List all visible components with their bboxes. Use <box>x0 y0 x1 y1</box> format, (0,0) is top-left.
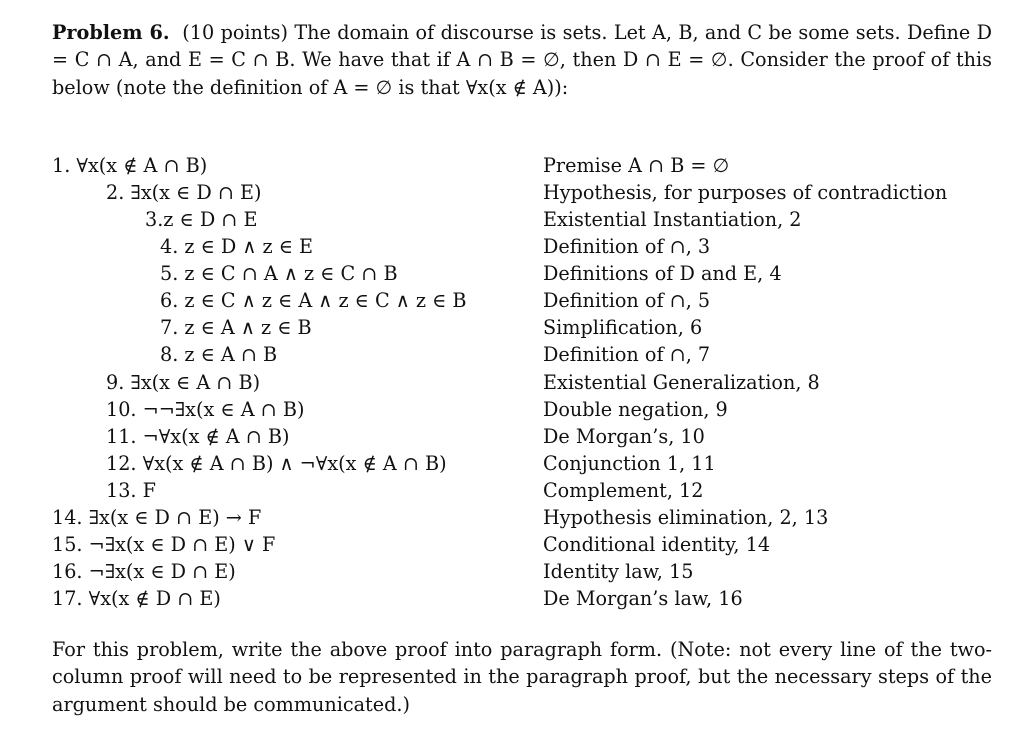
proof-line <box>0 341 1024 368</box>
proof-statement: 16. ¬∃x(x ∈ D ∩ E) <box>52 560 236 583</box>
proof-line <box>0 396 1024 423</box>
proof-line <box>0 233 1024 260</box>
proof-statement: 7. z ∈ A ∧ z ∈ B <box>160 316 312 339</box>
proof-line <box>0 477 1024 504</box>
proof-justification: Definition of ∩, 7 <box>543 343 711 366</box>
proof-statement: 4. z ∈ D ∧ z ∈ E <box>160 235 314 258</box>
proof-line <box>0 314 1024 341</box>
proof-statement: 13. F <box>106 479 156 502</box>
problem-text: (10 points) The domain of discourse is sets. Let A, B, and C be some sets. Define D = C ∩ A, and E = C ∩ B. We have that if A ∩ B = ∅, then D ∩ E = ∅. Consider the proof of this below (note the definition of A = ∅ is that ∀x(x ∉ A)): <box>52 21 992 99</box>
proof-statement: 17. ∀x(x ∉ D ∩ E) <box>52 587 221 610</box>
proof-line <box>0 450 1024 477</box>
proof-line <box>0 287 1024 314</box>
proof-line <box>0 179 1024 206</box>
proof-line <box>0 504 1024 531</box>
proof-justification: Double negation, 9 <box>543 398 728 421</box>
proof-statement: 3.z ∈ D ∩ E <box>145 208 258 231</box>
proof-justification: Simplification, 6 <box>543 316 703 339</box>
proof-line <box>0 423 1024 450</box>
proof-statement: 15. ¬∃x(x ∈ D ∩ E) ∨ F <box>52 533 276 556</box>
proof-statement: 11. ¬∀x(x ∉ A ∩ B) <box>106 425 290 448</box>
proof-statement: 2. ∃x(x ∈ D ∩ E) <box>106 181 262 204</box>
proof-statement: 6. z ∈ C ∧ z ∈ A ∧ z ∈ C ∧ z ∈ B <box>160 289 467 312</box>
proof-statement: 8. z ∈ A ∩ B <box>160 343 278 366</box>
proof-line <box>0 152 1024 179</box>
proof-line <box>0 531 1024 558</box>
proof-justification: Existential Generalization, 8 <box>543 371 820 394</box>
proof-justification: Existential Instantiation, 2 <box>543 208 802 231</box>
proof-statement: 10. ¬¬∃x(x ∈ A ∩ B) <box>106 398 305 421</box>
proof-statement: 5. z ∈ C ∩ A ∧ z ∈ C ∩ B <box>160 262 398 285</box>
proof-justification: Conditional identity, 14 <box>543 533 771 556</box>
proof-statement: 9. ∃x(x ∈ A ∩ B) <box>106 371 261 394</box>
proof-justification: Conjunction 1, 11 <box>543 452 716 475</box>
proof-line <box>0 585 1024 612</box>
proof-justification: De Morgan’s, 10 <box>543 425 705 448</box>
problem-heading: Problem 6. <box>52 21 170 44</box>
proof-statement: 14. ∃x(x ∈ D ∩ E) → F <box>52 506 262 529</box>
proof-statement: 12. ∀x(x ∉ A ∩ B) ∧ ¬∀x(x ∉ A ∩ B) <box>106 452 447 475</box>
proof-justification: Definitions of D and E, 4 <box>543 262 782 285</box>
proof-statement: 1. ∀x(x ∉ A ∩ B) <box>52 154 208 177</box>
proof-line <box>0 206 1024 233</box>
proof-justification: Definition of ∩, 3 <box>543 235 711 258</box>
proof-justification: Identity law, 15 <box>543 560 694 583</box>
instructions-paragraph: For this problem, write the above proof into paragraph form. (Note: not every line of the two-column proof will need to be represented in the paragraph proof, but the necessary steps of the argument should be communicated.) <box>52 638 992 716</box>
proof-justification: Hypothesis elimination, 2, 13 <box>543 506 829 529</box>
proof-justification: Complement, 12 <box>543 479 704 502</box>
proof-line <box>0 260 1024 287</box>
proof-justification: Premise A ∩ B = ∅ <box>543 154 730 177</box>
proof-justification: Definition of ∩, 5 <box>543 289 711 312</box>
proof-line <box>0 558 1024 585</box>
proof-justification: Hypothesis, for purposes of contradiction <box>543 181 948 204</box>
proof-justification: De Morgan’s law, 16 <box>543 587 743 610</box>
proof-line <box>0 369 1024 396</box>
